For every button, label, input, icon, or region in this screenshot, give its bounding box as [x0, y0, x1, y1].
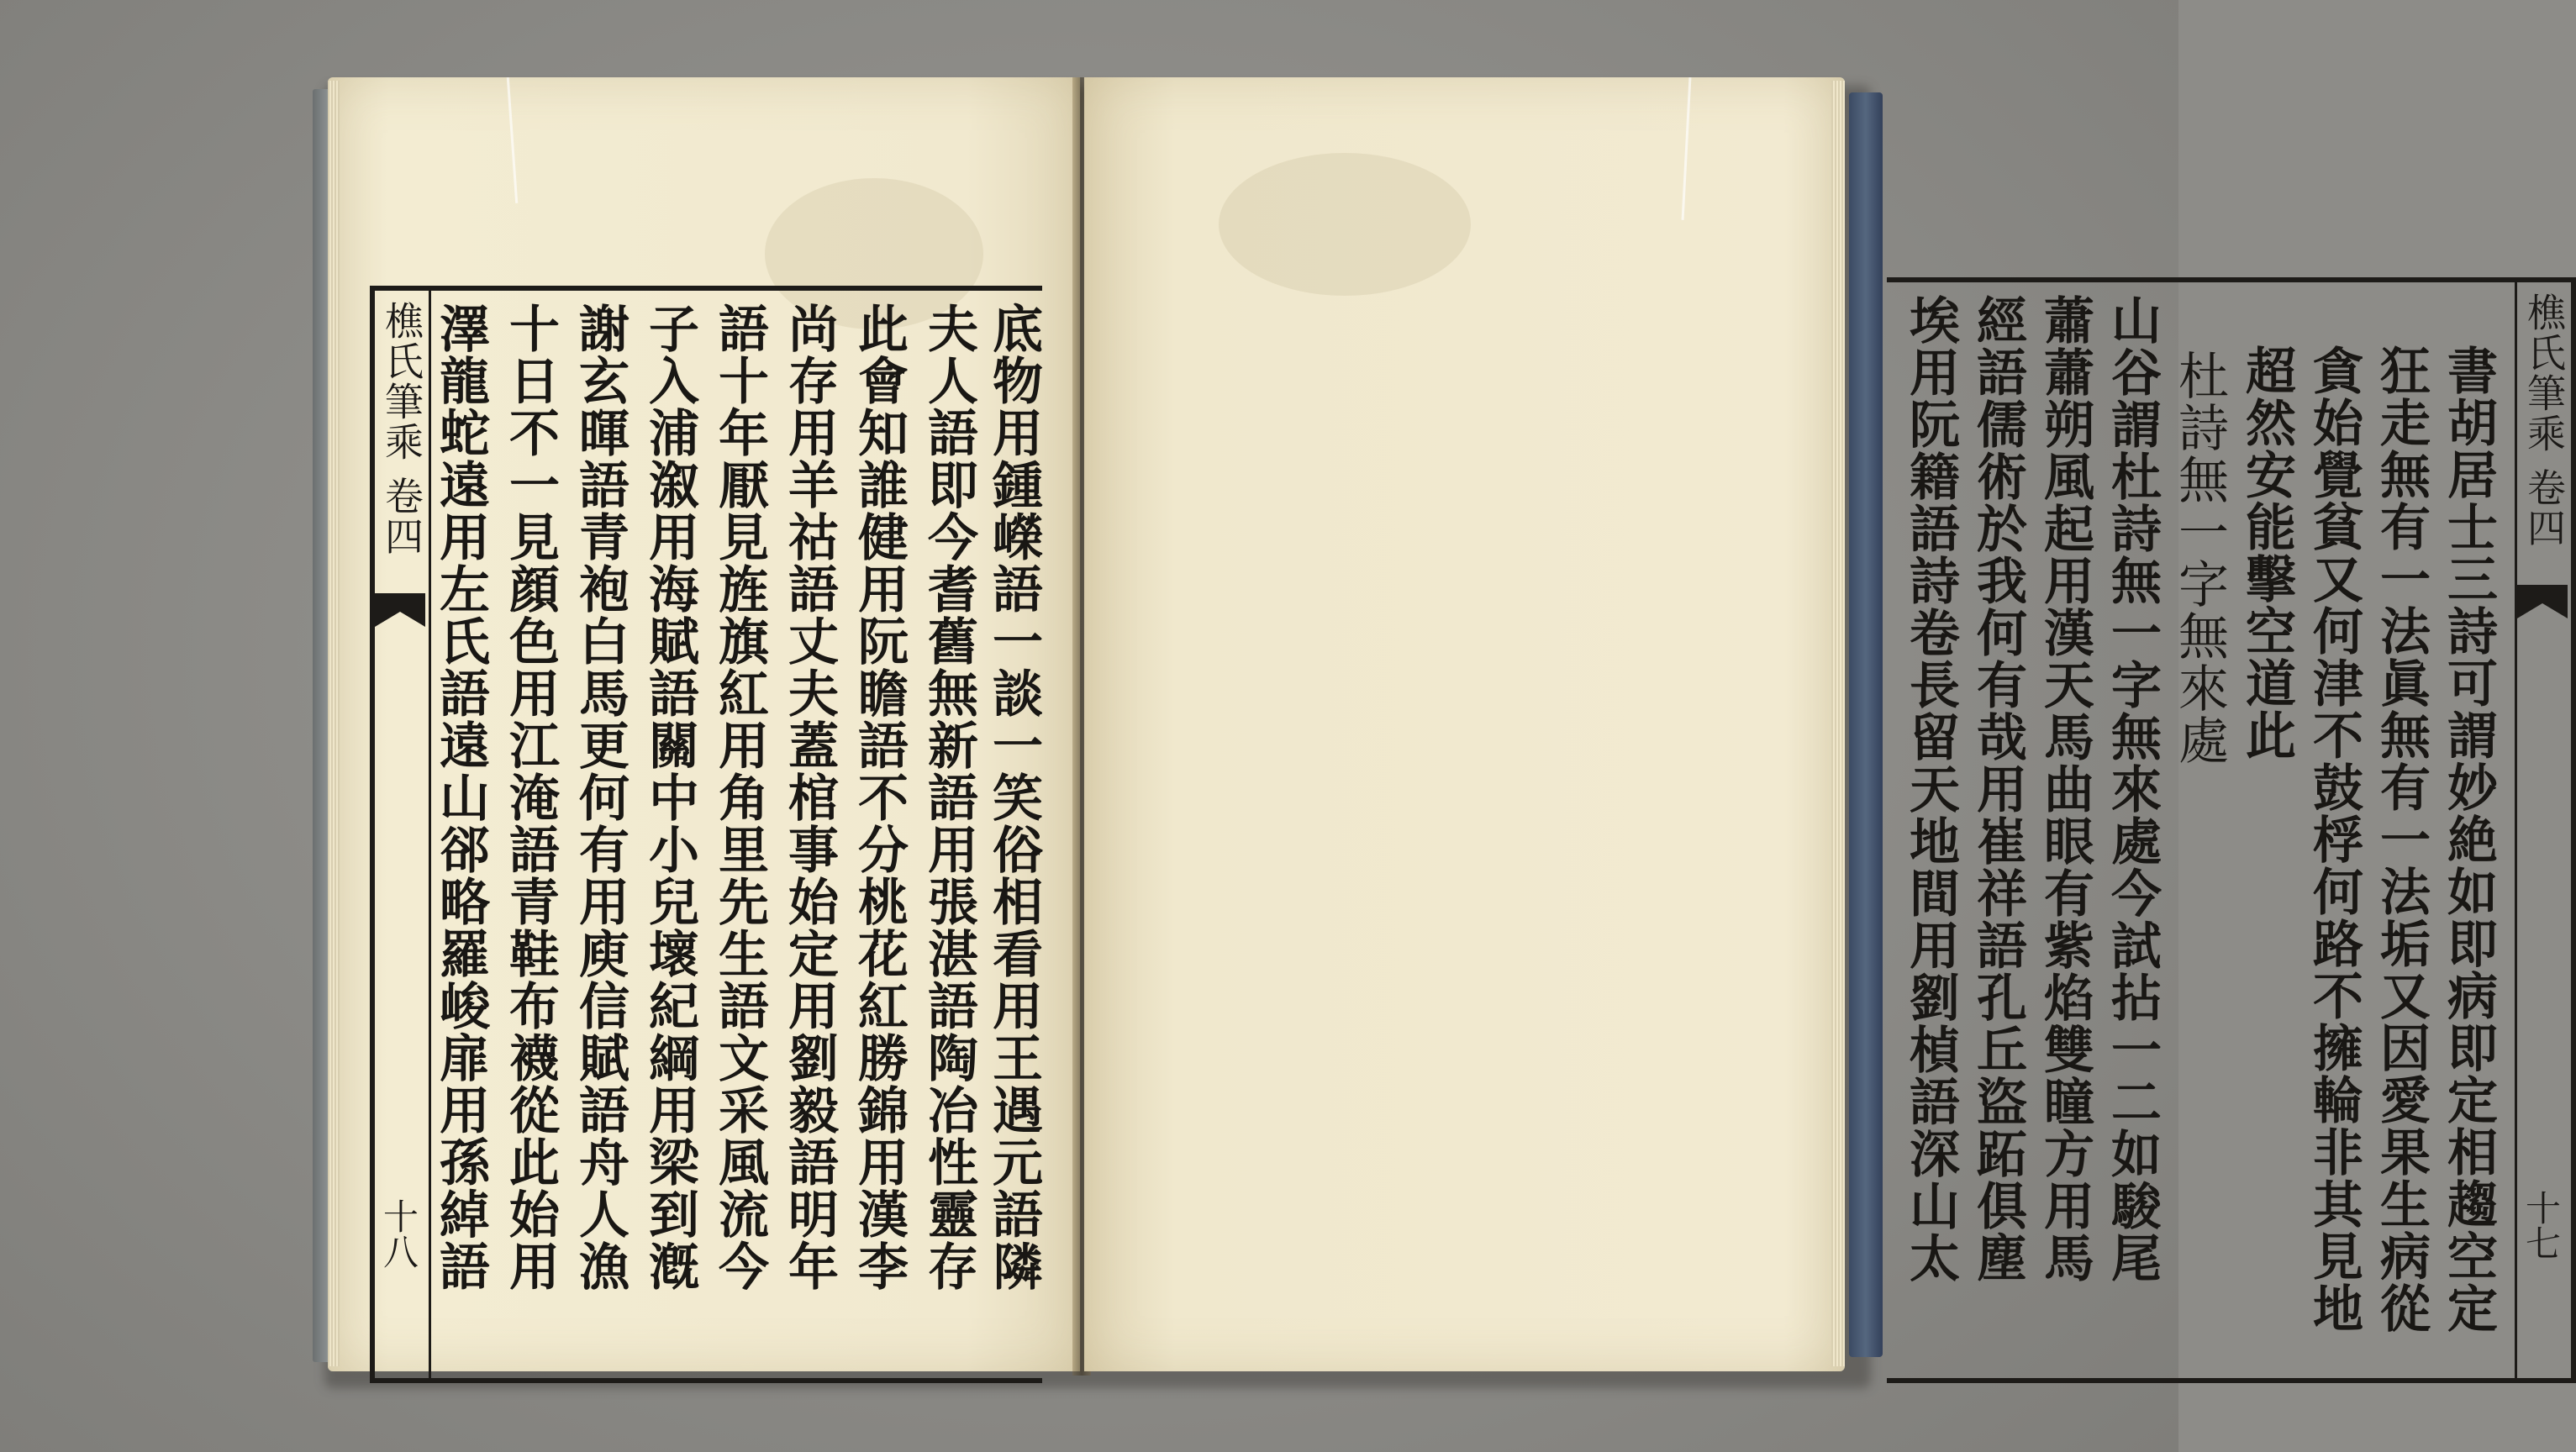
text-column: 超然安能擊空道此: [2237, 345, 2296, 761]
text-column: 十日不一見顔色用江淹語青鞋布襪從此始用: [501, 302, 560, 1292]
left-page: [328, 77, 1080, 1371]
left-page-edges: [328, 81, 340, 1366]
text-column: 夫人語即今耆舊無新語用張湛語陶冶性靈存: [919, 302, 978, 1292]
left-page-number: 十八: [378, 1198, 419, 1269]
text-column: 謝玄暉語青袍白馬更何有用庾信賦語舟人漁: [571, 302, 630, 1292]
paper-stain: [1219, 153, 1471, 296]
left-print-frame: [370, 286, 1042, 1383]
fish-tail-mark: [375, 593, 425, 627]
binding-thread: [1682, 77, 1692, 220]
text-column: 貪始覺貧又何津不鼓桴何路不擁輪非其見地: [2305, 345, 2363, 1334]
binding-thread: [507, 77, 518, 203]
text-column: 經語儒術於我何有哉用崔祥語孔丘盜跖俱塵: [1968, 294, 2027, 1284]
right-page: [1084, 77, 2567, 1371]
right-print-frame: [1887, 277, 2576, 1383]
section-heading: 杜詩無一字無來處: [2170, 350, 2229, 766]
text-column: 此會知誰健用阮瞻語不分桃花紅勝錦用漢李: [850, 302, 909, 1292]
text-column: 子入浦溆用海賦語關中小兒壞紀綱用梁到漑: [640, 302, 699, 1292]
text-column: 埃用阮籍語詩卷長留天地間用劉楨語深山太: [1901, 294, 1960, 1284]
left-running-head: 樵氏筆乘 卷四: [379, 301, 424, 557]
text-column: 山谷謂杜詩無一字無來處今試拈一二如駿尾: [2103, 294, 2162, 1284]
right-center-fold-column: [2515, 282, 2571, 1378]
front-cover-edge: [1849, 92, 1883, 1357]
right-page-edges: [1831, 81, 1845, 1366]
right-page-number: 十七: [2521, 1190, 2562, 1260]
right-running-head: 樵氏筆乘 卷四: [2521, 292, 2567, 549]
text-column: 書胡居士三詩可謂妙絶如即病即定相趨空定: [2439, 345, 2498, 1334]
left-center-fold-column: [375, 291, 431, 1378]
text-column: 語十年厭見旌旗紅用角里先生語文采風流今: [710, 302, 769, 1292]
fish-tail-mark: [2517, 585, 2568, 618]
text-column: 蕭蕭朔風起用漢天馬曲眼有紫焰雙瞳方用馬: [2036, 294, 2094, 1284]
text-column: 狂走無有一法眞無有一法垢又因愛果生病從: [2372, 345, 2431, 1334]
text-column: 底物用鍾嶸語一談一笑俗相看用王遇元語隣: [984, 302, 1043, 1292]
text-column: 尚存用羊祜語丈夫蓋棺事始定用劉毅語明年: [780, 302, 839, 1292]
text-column: 澤龍蛇遠用左氏語遠山郤略羅峻扉用孫綽語: [431, 302, 490, 1292]
open-book: [319, 77, 2567, 1380]
